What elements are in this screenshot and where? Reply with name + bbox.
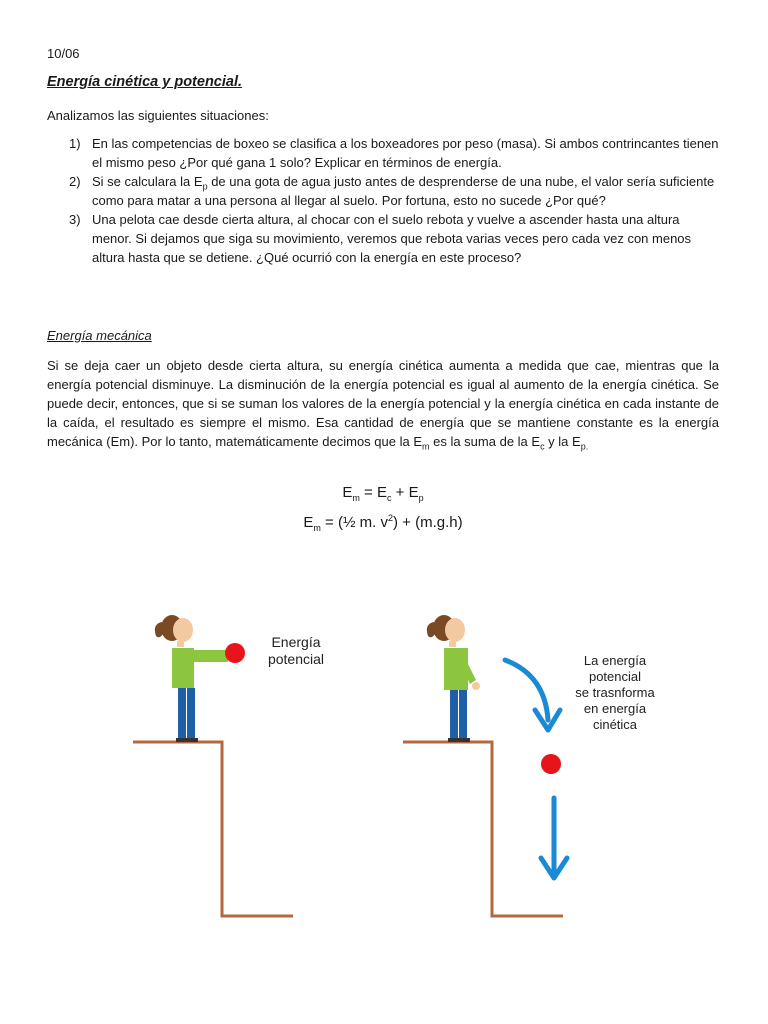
right-ledge: [403, 742, 563, 916]
item-number: 3): [69, 212, 81, 227]
page-title: Energía cinética y potencial.: [47, 74, 243, 90]
subscript: p.: [580, 441, 589, 452]
formula-part: = (½ m. v: [320, 514, 388, 531]
paragraph-text: y la E: [544, 434, 581, 449]
label-transform-line3: se trasnforma: [575, 685, 655, 700]
label-transform-line4: en energía: [583, 701, 647, 716]
item-text: Una pelota cae desde cierta altura, al chocar con el suelo rebota y vuelve a ascender hasta una altura menor. Si dejamos que siga su movimiento, veremos que rebota varias veces pero cada vez con menos altura hasta que se detiene. ¿Qué ocurrió con la energía en este proceso?: [92, 212, 692, 265]
subscript: c: [387, 493, 392, 503]
subscript: m: [352, 493, 360, 503]
date: 10/06: [47, 46, 80, 61]
superscript: 2: [388, 513, 394, 523]
subscript: p: [418, 493, 424, 503]
paragraph-text: Si se deja caer un objeto desde cierta altura, su energía cinética aumenta a medida que cae, mientras que la energía potencial disminuye. La disminución de la energía potencial es igual al aumento de la energía cinética. Se puede decir, entonces, que si se suman los valores de la energía potencial y la energía cinética en cada instante de la caída, el resultado es siempre el mismo. Esa cantidad de energía que se mantiene constante es la energía mecánica (Em). Por lo tanto, matemáticamente decimos que la E: [47, 358, 719, 449]
formula-part: + E: [391, 484, 419, 501]
item-text: de una gota de agua justo antes de desprenderse de una nube, el valor sería suficiente como para matar a una persona al llegar al suelo. Por fortuna, esto no sucede ¿Por qué?: [92, 174, 715, 208]
paragraph-text: es la suma de la E: [429, 434, 541, 449]
section-title: Energía mecánica: [47, 328, 152, 343]
label-potential-line1: Energía: [271, 634, 321, 650]
formula-part: ) + (m.g.h): [393, 514, 463, 531]
subscript: m: [422, 441, 430, 452]
label-transform-line2: potencial: [588, 669, 642, 684]
girl-holding-ball-icon: [155, 615, 245, 742]
ball-icon: [225, 643, 245, 663]
formula-part: E: [342, 484, 353, 501]
label-transform-line5: cinética: [592, 717, 638, 732]
subscript: c: [540, 441, 545, 452]
curved-arrow-icon: [505, 660, 548, 720]
formula-part: = E: [359, 484, 387, 501]
formula-part: E: [303, 514, 314, 531]
item-number: 1): [69, 136, 81, 151]
item-text: Si se calculara la E: [92, 174, 203, 189]
item-text: En las competencias de boxeo se clasifica a los boxeadores por peso (masa). Si ambos contrincantes tienen el mismo peso ¿Por qué gana 1 solo? Explicar en términos de energía.: [92, 136, 719, 170]
subscript: m: [313, 523, 321, 533]
label-potential-line2: potencial: [267, 651, 325, 667]
intro-text: Analizamos las siguientes situaciones:: [47, 108, 269, 123]
falling-ball-icon: [541, 754, 561, 774]
left-ledge: [133, 742, 293, 916]
item-number: 2): [69, 174, 81, 189]
subscript: p: [202, 181, 208, 192]
label-transform-line1: La energía: [583, 653, 647, 668]
girl-standing-icon: [427, 615, 480, 742]
